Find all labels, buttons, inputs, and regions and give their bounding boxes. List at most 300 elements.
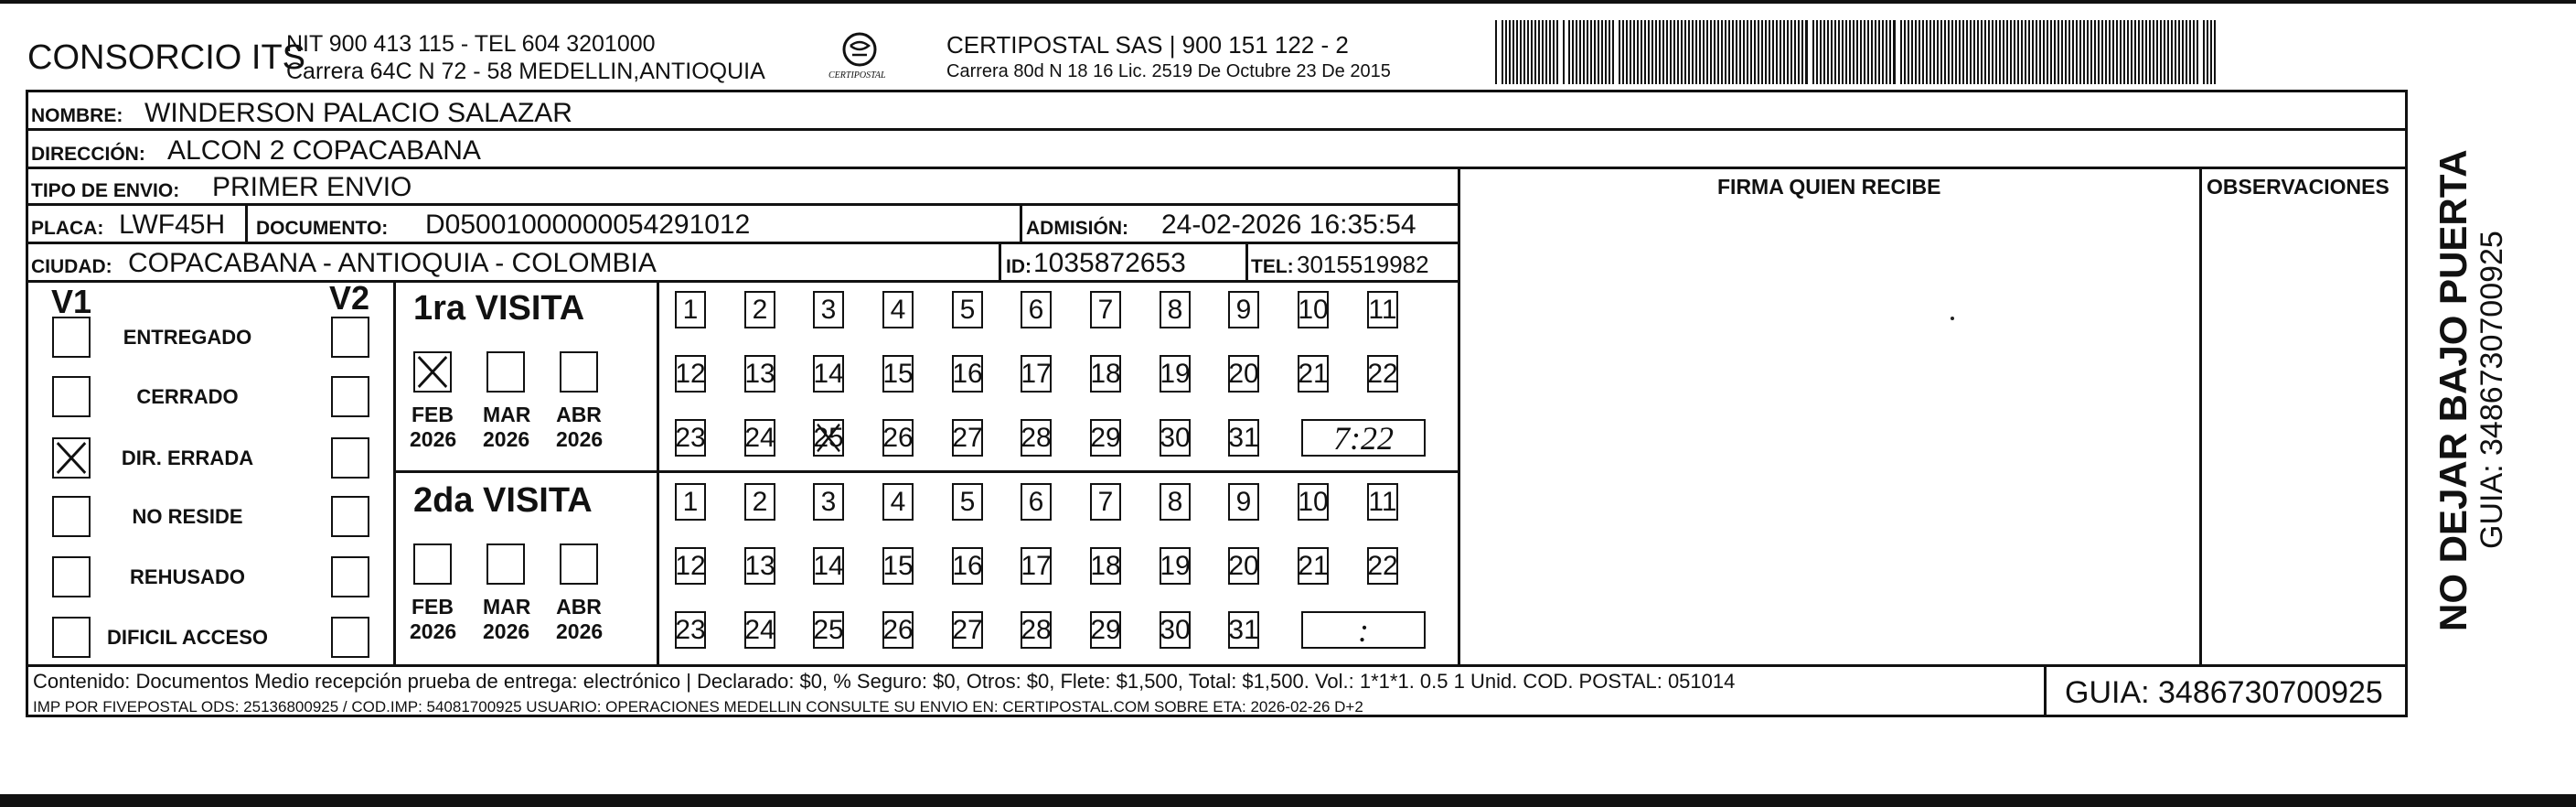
barcode-bar [1556,20,1558,84]
barcode-bar [2112,20,2114,84]
logo-text: CERTIPOSTAL [828,70,886,81]
barcode-bar [1908,20,1909,84]
day-box[interactable]: 10 [1298,291,1329,328]
barcode-bar [1598,20,1599,84]
barcode-bar [2072,20,2074,84]
day-box[interactable]: 31 [1228,611,1259,649]
direccion-label: DIRECCIÓN: [31,144,145,165]
barcode-bar [1750,20,1752,84]
barcode-bar [2028,20,2030,84]
barcode-bar [1845,20,1847,84]
tel-value: 3015519982 [1297,251,1429,278]
barcode-bar [1710,20,1712,84]
month-checkbox[interactable] [413,351,452,393]
month-year: 2026 [410,619,457,643]
day-box[interactable]: 4 [882,291,914,328]
barcode-bar [1940,20,1942,84]
barcode-bar [1926,20,1928,84]
barcode-bar [1801,20,1803,84]
nombre-value: WINDERSON PALACIO SALAZAR [144,98,572,128]
barcode-bar [2134,20,2136,84]
month-label: MAR [483,595,531,619]
day-box[interactable]: 8 [1160,483,1191,521]
day-box[interactable]: 15 [882,355,914,393]
barcode-bar [1538,20,1540,84]
day-box[interactable]: 2 [744,483,775,521]
barcode-bar [1769,20,1770,84]
barcode-bar [1995,20,1997,84]
barcode-bar [2116,20,2118,84]
barcode-bar [1509,20,1511,84]
barcode-bar [1790,20,1792,84]
barcode-bar [1798,20,1800,84]
guia-box-left [2044,664,2047,717]
day-box[interactable]: 24 [744,419,775,457]
month-label: FEB [412,595,454,619]
day-box[interactable]: 21 [1298,355,1329,393]
barcode-bar [2076,20,2078,84]
barcode-bar [1856,20,1858,84]
barcode-bar [2193,20,2195,84]
day-box[interactable]: 8 [1160,291,1191,328]
barcode-bar [1695,20,1697,84]
time-box[interactable]: 7:22 [1301,419,1426,457]
barcode-bar [1637,20,1639,84]
barcode-bar [2164,20,2165,84]
barcode-bar [2039,20,2041,84]
col-tel [1245,242,1248,280]
day-box[interactable]: 7 [1090,291,1121,328]
barcode-bar [2090,20,2092,84]
license-line: Carrera 80d N 18 16 Lic. 2519 De Octubre 23 De 2015 [946,61,1391,81]
row-line-5 [26,280,1458,283]
barcode-bar [1520,20,1522,84]
barcode-bar [1721,20,1723,84]
barcode-bar [2214,20,2216,84]
day-box[interactable]: 14 [813,355,844,393]
barcode-bar [1732,20,1734,84]
barcode-bar [1984,20,1986,84]
barcode-bar [1717,20,1719,84]
barcode-bar [1951,20,1953,84]
tel-label: TEL: [1251,256,1294,277]
day-box[interactable]: 31 [1228,419,1259,457]
side-guia: GUIA: 3486730700925 [2474,231,2509,549]
month-checkbox[interactable] [486,351,525,393]
day-box[interactable]: 25 [813,611,844,649]
barcode-bar [2207,20,2208,84]
day-box[interactable]: 14 [813,547,844,585]
barcode-bar [1970,20,1972,84]
admision-value: 24-02-2026 16:35:54 [1161,210,1416,240]
barcode-bar [2083,20,2085,84]
day-box[interactable]: 23 [675,611,706,649]
day-box[interactable]: 30 [1160,611,1191,649]
barcode-bar [2145,20,2147,84]
barcode-bar [1553,20,1555,84]
barcode-bar [1579,20,1581,84]
barcode-bar [2120,20,2122,84]
barcode-bar [1758,20,1759,84]
certipostal-line: CERTIPOSTAL SAS | 900 151 122 - 2 [946,31,1349,59]
day-box[interactable]: 13 [744,547,775,585]
day-box[interactable]: 15 [882,547,914,585]
barcode-bar [1512,20,1514,84]
barcode-bar [2149,20,2151,84]
day-box[interactable]: 1 [675,483,706,521]
barcode-bar [2094,20,2096,84]
id-label: ID: [1006,256,1031,277]
barcode-bar [1531,20,1533,84]
status-label: DIR. ERRADA [121,447,254,469]
day-box[interactable]: 16 [952,547,983,585]
v2-header: V2 [329,279,370,317]
month-label: MAR [483,403,531,426]
day-box[interactable]: 3 [813,483,844,521]
barcode-bar [1747,20,1748,84]
barcode-bar [1703,20,1705,84]
barcode-bar [1805,20,1808,84]
day-box[interactable]: 29 [1090,419,1121,457]
barcode-bar [1977,20,1979,84]
barcode-bar [2043,20,2045,84]
barcode-bar [1659,20,1661,84]
barcode-bar [1648,20,1650,84]
barcode-bar [1981,20,1983,84]
day-box[interactable]: 19 [1160,547,1191,585]
col-id [999,242,1001,280]
row-line-4 [26,242,1458,244]
barcode-bar [2101,20,2103,84]
v2-checkbox[interactable] [331,617,369,658]
day-box[interactable]: 23 [675,419,706,457]
barcode-bar [1633,20,1635,84]
month-checkbox[interactable] [486,543,525,585]
bottom-bar [0,794,2576,807]
barcode-bar [2210,20,2212,84]
day-box[interactable]: 5 [952,291,983,328]
barcode-bar [1605,20,1607,84]
barcode-bar [2098,20,2100,84]
barcode-bar [1853,20,1855,84]
day-box[interactable]: 9 [1228,291,1259,328]
day-box[interactable]: 5 [952,483,983,521]
barcode-bar [1915,20,1917,84]
barcode-bar [1587,20,1588,84]
barcode-bar [1816,20,1818,84]
month-year: 2026 [556,427,604,451]
row-line-3 [26,203,1458,206]
day-box[interactable]: 26 [882,419,914,457]
footer-guia: GUIA: 3486730700925 [2065,675,2383,710]
day-box[interactable]: 21 [1298,547,1329,585]
barcode-bar [1594,20,1596,84]
barcode-bar [2175,20,2176,84]
address-line: Carrera 64C N 72 - 58 MEDELLIN,ANTIOQUIA [286,59,765,84]
barcode-bar [1736,20,1737,84]
barcode-bar [1893,20,1896,84]
day-box[interactable]: 19 [1160,355,1191,393]
placa-label: PLACA: [31,218,104,239]
barcode-bar [2189,20,2191,84]
month-checkbox[interactable] [560,351,598,393]
certipostal-logo [823,31,896,86]
day-box[interactable]: 18 [1090,547,1121,585]
barcode-bar [1919,20,1920,84]
day-box[interactable]: 17 [1021,547,1052,585]
nombre-label: NOMBRE: [31,105,123,126]
v2-checkbox[interactable] [331,556,369,597]
day-box[interactable]: 22 [1367,355,1398,393]
barcode-bar [1516,20,1518,84]
barcode-bar [2054,20,2056,84]
barcode-bar [2058,20,2059,84]
side-warning: NO DEJAR BAJO PUERTA [2432,149,2474,631]
ciudad-value: COPACABANA - ANTIOQUIA - COLOMBIA [128,248,657,278]
barcode-bar [1601,20,1603,84]
month-label: FEB [412,403,454,426]
barcode [1495,20,2227,84]
barcode-bar [1743,20,1745,84]
day-box[interactable]: 1 [675,291,706,328]
barcode-bar [1644,20,1646,84]
day-box[interactable]: 13 [744,355,775,393]
day-box[interactable]: 26 [882,611,914,649]
v2-checkbox[interactable] [331,317,369,358]
barcode-bar [1823,20,1825,84]
day-box[interactable]: 11 [1367,483,1398,521]
observaciones-header: OBSERVACIONES [2207,175,2389,199]
col-firma-left [1458,167,1460,664]
day-box[interactable]: 16 [952,355,983,393]
day-box[interactable]: 22 [1367,547,1398,585]
barcode-bar [1827,20,1829,84]
month-year: 2026 [556,619,604,643]
barcode-bar [1673,20,1675,84]
barcode-bar [1563,20,1565,84]
admision-label: ADMISIÓN: [1026,218,1128,239]
barcode-bar [2014,20,2015,84]
barcode-bar [1849,20,1851,84]
barcode-bar [2171,20,2173,84]
day-box[interactable]: 20 [1228,355,1259,393]
barcode-bar [1812,20,1814,84]
barcode-bar [2138,20,2140,84]
month-year: 2026 [483,427,530,451]
barcode-bar [1527,20,1529,84]
day-box[interactable]: 4 [882,483,914,521]
barcode-bar [1922,20,1924,84]
barcode-bar [1999,20,2001,84]
barcode-bar [1754,20,1756,84]
barcode-bar [1677,20,1679,84]
barcode-bar [1568,20,1570,84]
barcode-bar [1523,20,1525,84]
barcode-bar [1583,20,1585,84]
barcode-bar [2079,20,2081,84]
tipo-label: TIPO DE ENVIO: [31,180,180,201]
day-box[interactable]: 2 [744,291,775,328]
barcode-bar [1670,20,1672,84]
day-box[interactable]: 25 [813,419,844,457]
visit-title: 1ra VISITA [413,289,585,328]
barcode-bar [1871,20,1873,84]
barcode-bar [2025,20,2026,84]
barcode-bar [1505,20,1507,84]
day-box[interactable]: 11 [1367,291,1398,328]
status-label: ENTREGADO [123,326,252,349]
day-box[interactable]: 12 [675,547,706,585]
barcode-bar [1937,20,1939,84]
barcode-bar [2197,20,2198,84]
signature-dot [1951,317,1954,320]
barcode-bar [1542,20,1544,84]
barcode-bar [1725,20,1726,84]
barcode-bar [1889,20,1891,84]
barcode-bar [1545,20,1547,84]
barcode-bar [2065,20,2067,84]
day-box[interactable]: 9 [1228,483,1259,521]
month-year: 2026 [410,427,457,451]
barcode-bar [2109,20,2111,84]
barcode-bar [1794,20,1796,84]
col-admision [1020,203,1022,242]
barcode-bar [1502,20,1503,84]
barcode-bar [1878,20,1880,84]
day-box[interactable]: 18 [1090,355,1121,393]
barcode-bar [1692,20,1694,84]
barcode-bar [1622,20,1624,84]
barcode-bar [1820,20,1822,84]
barcode-bar [2167,20,2169,84]
day-box[interactable]: 27 [952,419,983,457]
top-border [0,0,2576,4]
barcode-bar [1699,20,1701,84]
barcode-bar [2032,20,2034,84]
status-label: CERRADO [136,385,239,408]
barcode-bar [2186,20,2187,84]
barcode-bar [1609,20,1610,84]
day-box[interactable]: 10 [1298,483,1329,521]
day-box[interactable]: 28 [1021,419,1052,457]
barcode-bar [1684,20,1686,84]
barcode-bar [1944,20,1946,84]
barcode-bar [2036,20,2037,84]
barcode-bar [1612,20,1614,84]
barcode-bar [1933,20,1935,84]
barcode-bar [2087,20,2089,84]
day-box[interactable]: 17 [1021,355,1052,393]
month-label: ABR [556,403,602,426]
v1-header: V1 [51,283,92,320]
day-box[interactable]: 29 [1090,611,1121,649]
barcode-bar [1681,20,1683,84]
month-checkbox[interactable] [413,543,452,585]
day-box[interactable]: 24 [744,611,775,649]
barcode-bar [1666,20,1668,84]
day-box[interactable]: 12 [675,355,706,393]
barcode-bar [2142,20,2143,84]
barcode-bar [1619,20,1620,84]
day-box[interactable]: 3 [813,291,844,328]
documento-label: DOCUMENTO: [256,218,389,239]
company-name: CONSORCIO ITS [27,38,306,77]
barcode-bar [2123,20,2125,84]
barcode-bar [1495,20,1497,84]
status-label: REHUSADO [130,565,245,588]
barcode-bar [1641,20,1642,84]
barcode-bar [1714,20,1716,84]
barcode-bar [1838,20,1840,84]
barcode-bar [1834,20,1836,84]
barcode-bar [1765,20,1767,84]
barcode-bar [1842,20,1844,84]
time-box[interactable]: : [1301,611,1426,649]
v2-checkbox[interactable] [331,496,369,537]
barcode-bar [1761,20,1763,84]
barcode-bar [1962,20,1964,84]
barcode-bar [1787,20,1789,84]
barcode-bar [1911,20,1913,84]
barcode-bar [1576,20,1577,84]
col-obs-left [2199,167,2202,664]
barcode-bar [1549,20,1551,84]
barcode-bar [1867,20,1869,84]
v2-checkbox[interactable] [331,376,369,417]
day-box[interactable]: 6 [1021,291,1052,328]
row-line-footer [26,664,2408,667]
day-box[interactable]: 20 [1228,547,1259,585]
day-box[interactable]: 30 [1160,419,1191,457]
barcode-bar [2010,20,2012,84]
barcode-bar [1886,20,1887,84]
month-year: 2026 [483,619,530,643]
barcode-bar [1882,20,1884,84]
month-label: ABR [556,595,602,619]
barcode-bar [2156,20,2158,84]
barcode-bar [2047,20,2048,84]
day-box[interactable]: 7 [1090,483,1121,521]
barcode-bar [2061,20,2063,84]
nit-line: NIT 900 413 115 - TEL 604 3201000 [286,31,656,57]
month-checkbox[interactable] [560,543,598,585]
barcode-bar [1590,20,1592,84]
barcode-bar [2003,20,2004,84]
row-line-2 [26,167,2408,169]
barcode-bar [2105,20,2107,84]
day-box[interactable]: 27 [952,611,983,649]
day-box[interactable]: 6 [1021,483,1052,521]
barcode-bar [1688,20,1690,84]
placa-value: LWF45H [119,210,226,240]
barcode-bar [1780,20,1781,84]
barcode-bar [1626,20,1628,84]
barcode-bar [1900,20,1902,84]
barcode-bar [2068,20,2070,84]
v2-checkbox[interactable] [331,437,369,479]
barcode-bar [2160,20,2162,84]
day-box[interactable]: 28 [1021,611,1052,649]
barcode-bar [1904,20,1906,84]
barcode-bar [1875,20,1876,84]
tipo-value: PRIMER ENVIO [212,172,412,202]
barcode-bar [1662,20,1664,84]
barcode-bar [2021,20,2023,84]
barcode-bar [1651,20,1653,84]
barcode-bar [1948,20,1950,84]
barcode-bar [2006,20,2008,84]
barcode-bar [1992,20,1993,84]
